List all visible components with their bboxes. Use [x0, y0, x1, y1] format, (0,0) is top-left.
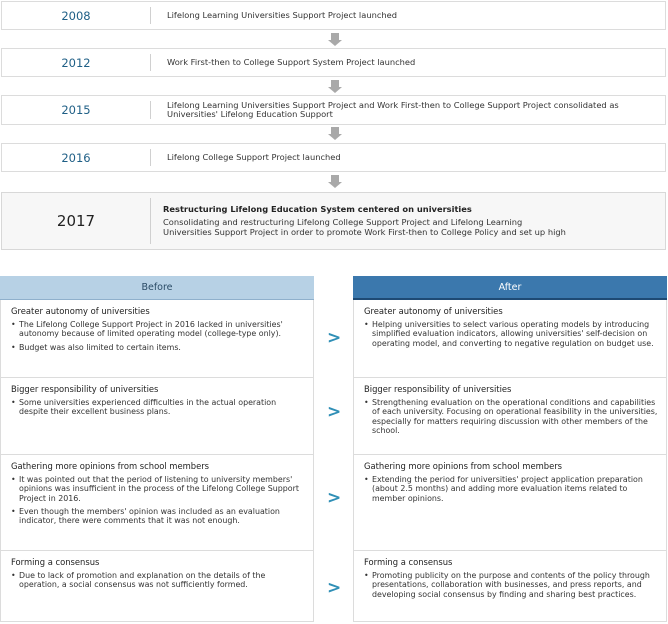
cell-title: Greater autonomy of universities [364, 306, 503, 316]
down-arrow-icon [328, 175, 342, 189]
timeline-text: Work First-then to College Support System Project launched [167, 56, 416, 67]
timeline-text: Lifelong College Support Project launched [167, 151, 341, 162]
bullet-item: • It was pointed out that the period of listening to university members' opinions was insufficient in the process of the Lifelong College Support Project in 2016. [11, 475, 299, 503]
cell-title: Bigger responsibility of universities [364, 384, 512, 394]
timeline-year: 2012 [61, 55, 91, 70]
down-arrow-icon [328, 80, 342, 94]
timeline-item-2015 [1, 95, 666, 125]
after-cell [353, 551, 667, 622]
cell-title: Greater autonomy of universities [11, 306, 150, 316]
chevron-right-icon: > [327, 488, 342, 508]
cell-title: Gathering more opinions from school members [364, 461, 563, 471]
down-arrow-icon [328, 33, 342, 47]
bullet-item: • Helping universities to select various operating models by introducing simplified evaluation indicators, allowing universities' self-decision on operating model, and converting to negative regulation on budget use. [364, 320, 654, 348]
before-cell [0, 551, 314, 622]
before-cell [0, 455, 314, 551]
before-header: Before [0, 276, 314, 300]
timeline-year: 2017 [56, 212, 96, 230]
after-column [353, 276, 667, 599]
cell-title: Bigger responsibility of universities [11, 384, 159, 394]
final-body: Consolidating and restructuring Lifelong College Support Project and Lifelong Learning Universities Support Project in order to promote Work First-then to College Policy and set up high [163, 217, 566, 237]
timeline-item-2008 [1, 1, 666, 30]
timeline-item-2017 [1, 192, 666, 250]
bullet-item: • Promoting publicity on the purpose and contents of the policy through presentations, collaboration with businesses, and press reports, and developing social consensus by finding and sharing best practices. [364, 571, 650, 599]
before-cell [0, 300, 314, 378]
before-column [0, 276, 314, 590]
bullet-item: • Due to lack of promotion and explanation on the details of the operation, a social consensus was not sufficiently formed. [11, 571, 266, 590]
timeline-item-2012 [1, 48, 666, 77]
after-cell [353, 300, 667, 378]
bullet-item: • The Lifelong College Support Project in 2016 lacked in universities' autonomy because of limited operating model (college-type only). [11, 320, 283, 339]
timeline-text: Lifelong Learning Universities Support Project launched [167, 9, 398, 20]
cell-title: Forming a consensus [364, 557, 453, 567]
after-cell [353, 378, 667, 455]
cell-title: Forming a consensus [11, 557, 100, 567]
after-cell [353, 455, 667, 551]
before-cell [0, 378, 314, 455]
timeline-final-content [151, 205, 571, 238]
bullet-item: • Even though the members' opinion was included as an evaluation indicator, there were comments that it was not enough. [11, 506, 280, 526]
timeline-item-2016 [1, 143, 666, 172]
cell-title: Gathering more opinions from school members [11, 461, 210, 471]
bullet-item: • Budget was also limited to certain items. [11, 342, 181, 352]
after-header: After [353, 276, 667, 300]
final-title: Restructuring Lifelong Education System centered on universities [163, 203, 472, 214]
chevron-right-icon: > [327, 578, 342, 598]
timeline-year: 2008 [61, 8, 91, 23]
bullet-item: • Some universities experienced difficulties in the actual operation despite their excellent business plans. [11, 398, 277, 417]
bullet-item: • Strengthening evaluation on the operational conditions and capabilities of each university. Focusing on operational feasibility in the universities, especially for matters requiring discussion with other members of the school. [364, 398, 658, 435]
timeline-year: 2016 [61, 150, 91, 165]
down-arrow-icon [328, 127, 342, 141]
bullet-item: • Extending the period for universities' project application preparation (about 2.5 months) and adding more evaluation items related to member opinions. [364, 475, 643, 503]
timeline-year: 2015 [61, 103, 91, 117]
chevron-right-icon: > [327, 328, 342, 348]
timeline-text: Lifelong Learning Universities Support Project and Work First-then to College Support Project consolidated as Universities' Lifelong Education Support [167, 99, 619, 119]
chevron-right-icon: > [327, 402, 342, 422]
